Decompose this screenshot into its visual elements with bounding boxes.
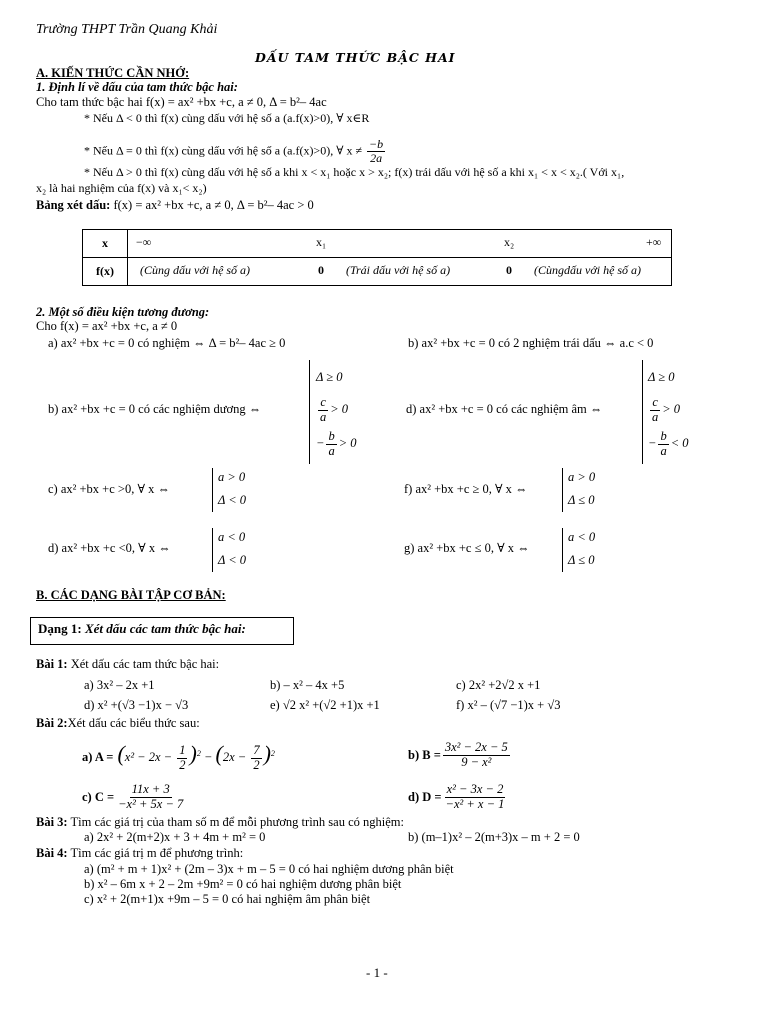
bai-1-item-a: a) 3x² – 2x +1 [84, 678, 155, 692]
bai-1-item-c: c) 2x² +2√2 x +1 [456, 678, 541, 692]
bai-3-item-b: b) (m–1)x² – 2(m+3)x – m + 2 = 0 [408, 830, 580, 844]
bai-2-b-label: b) B = [408, 747, 441, 762]
section-a-heading: A. KIẾN THỨC CẦN NHỚ: [36, 66, 190, 80]
case-2-fraction: $\frac{-b}{2a}$ [369, 137, 384, 166]
cond-f-line-2: Δ ≤ 0 [568, 493, 595, 507]
condition-d-brace [642, 360, 643, 464]
pos-infinity: +∞ [646, 235, 662, 249]
bai-3 [36, 815, 404, 829]
cond-b-line-3: − $\frac{b}{a}$ > 0 [316, 429, 357, 458]
bai-2-text: Xét dấu các biểu thức sau: [67, 716, 200, 730]
bai-2-d-label: d) D = [408, 789, 442, 804]
condition-b-right: b) ax² +bx +c = 0 có 2 nghiệm trái dấu ⇔ a.c < 0 [408, 336, 654, 350]
cond-d-left-line-1: a < 0 [218, 530, 246, 544]
subsection-2-intro: Cho f(x) = ax² +bx +c, a ≠ 0 [36, 319, 178, 333]
subsection-1-heading: 1. Định lí về dấu của tam thức bậc hai: [36, 80, 238, 94]
bai-2-b-fraction: $\frac{\text{3x² − 2x − 5}}{\text{9 − x²}}$ [444, 739, 508, 769]
table-label: Bảng xét dấu: [36, 198, 111, 212]
bai-4-item-a: a) (m² + m + 1)x² + (2m – 3)x + m – 5 = 0 có hai nghiệm dương phân biệt [84, 862, 454, 876]
bai-2-item-c [82, 780, 187, 814]
x-values [128, 230, 672, 258]
segment-3-sign: (Cùngdấu với hệ số a) [534, 263, 642, 277]
neg-infinity: −∞ [136, 235, 152, 249]
bai-4 [36, 846, 243, 860]
bai-4-label: Bài 4: [36, 846, 68, 860]
bai-1 [36, 657, 219, 671]
cond-b-line-1: Δ ≥ 0 [316, 370, 343, 384]
bai-1-text: Xét dấu các tam thức bậc hai: [70, 657, 220, 671]
bai-2-item-a [82, 740, 275, 774]
cond-f-line-1: a > 0 [568, 470, 596, 484]
page-number: - 1 - [366, 965, 388, 980]
bai-1-item-e: e) √2 x² +(√2 +1)x +1 [270, 698, 380, 712]
bai-2-c-fraction: $\frac{11x + 3}{\text{−x² + 5x − 7}}$ [118, 781, 184, 811]
bai-2 [36, 716, 200, 730]
segment-2-sign: (Trái dấu với hệ số a) [346, 263, 451, 277]
root-x2: x₂ [504, 235, 515, 249]
condition-g: g) ax² +bx +c ≤ 0, ∀ x ⇔ [404, 541, 530, 555]
condition-f-brace [562, 468, 563, 512]
bai-3-label: Bài 3: [36, 815, 68, 829]
bai-2-d-fraction: $\frac{\text{x² − 3x − 2}}{\text{−x² + x − 1}}$ [445, 781, 505, 811]
dang-1-label: Dạng 1: [38, 621, 82, 636]
bai-1-item-b: b) – x² – 4x +5 [270, 678, 345, 692]
bai-4-item-c: c) x² + 2(m+1)x +9m – 5 = 0 có hai nghiệm âm phân biệt [84, 892, 371, 906]
condition-g-brace [562, 528, 563, 572]
bai-1-item-f: f) x² – (√7 −1)x + √3 [456, 698, 561, 712]
zero-2: 0 [506, 263, 512, 277]
school-name: Trường THPT Trần Quang Khải [36, 22, 218, 37]
fx-label: f(x) [83, 258, 128, 286]
cond-d-line-3: − $\frac{b}{a}$ < 0 [648, 429, 689, 458]
bai-2-label: Bài 2: [36, 716, 68, 730]
fx-values [128, 258, 672, 286]
table-intro [36, 198, 314, 212]
bai-1-item-d: d) x² +(√3 −1)x − √3 [84, 698, 189, 712]
bai-2-a-label: a) A = [82, 749, 114, 764]
sign-table-row-fx [83, 258, 672, 286]
cond-c-line-2: Δ < 0 [218, 493, 247, 507]
segment-1-sign: (Cùng dấu với hệ số a) [140, 263, 251, 277]
bai-1-label: Bài 1: [36, 657, 68, 671]
case-2-text: * Nếu Δ = 0 thì f(x) cùng dấu với hệ số a (a.f(x)>0), ∀ x ≠ [84, 143, 363, 158]
condition-f: f) ax² +bx +c ≥ 0, ∀ x ⇔ [404, 482, 528, 496]
bai-2-c-label: c) C = [82, 789, 115, 804]
bai-3-text: Tìm các giá trị của tham số m để mỗi phương trình sau có nghiệm: [70, 815, 404, 829]
bai-4-text: Tìm các giá trị m để phương trình: [70, 846, 244, 860]
cond-g-line-2: Δ ≤ 0 [568, 553, 595, 567]
sign-table [82, 229, 672, 286]
condition-d: d) ax² +bx +c <0, ∀ x ⇔ [48, 541, 171, 555]
condition-c-brace [212, 468, 213, 512]
cond-b-line-2: $\frac{c}{a}$ > 0 [320, 395, 349, 424]
section-b-heading: B. CÁC DẠNG BÀI TẬP CƠ BẢN: [36, 588, 226, 602]
bai-2-item-b [408, 738, 512, 772]
condition-d-right: d) ax² +bx +c = 0 có các nghiệm âm ⇔ [406, 402, 603, 416]
bai-3-item-a: a) 2x² + 2(m+2)x + 3 + 4m + m² = 0 [84, 830, 266, 844]
page-title: DẤU TAM THỨC BẬC HAI [255, 50, 456, 65]
cond-g-line-1: a < 0 [568, 530, 596, 544]
condition-b-brace [309, 360, 310, 464]
case-1: * Nếu Δ < 0 thì f(x) cùng dấu với hệ số a (a.f(x)>0), ∀ x∈R [84, 111, 370, 125]
cond-d-line-1: Δ ≥ 0 [648, 370, 675, 384]
cond-d-line-2: $\frac{c}{a}$ > 0 [652, 395, 681, 424]
sign-table-row-x [83, 230, 672, 258]
dang-1-text: Xét dấu các tam thức bậc hai: [84, 621, 246, 636]
condition-b: b) ax² +bx +c = 0 có các nghiệm dương ⇔ [48, 402, 262, 416]
table-intro-text: f(x) = ax² +bx +c, a ≠ 0, Δ = b²– 4ac > 0 [113, 198, 314, 212]
bai-2-item-d [408, 780, 508, 814]
case-3-line-1: * Nếu Δ > 0 thì f(x) cùng dấu với hệ số a khi x < x₁ hoặc x > x₂; f(x) trái dấu với hệ số a khi x₁ < x < x₂.( Với x₁, [84, 165, 625, 179]
x-label: x [83, 230, 128, 258]
cond-c-line-1: a > 0 [218, 470, 246, 484]
dang-1-title [38, 622, 246, 637]
intro-line: Cho tam thức bậc hai f(x) = ax² +bx +c, a ≠ 0, Δ = b²– 4ac [36, 95, 327, 109]
cond-d-left-line-2: Δ < 0 [218, 553, 247, 567]
case-2 [84, 138, 387, 165]
condition-a: a) ax² +bx +c = 0 có nghiệm ⇔ Δ = b²– 4ac ≥ 0 [48, 336, 286, 350]
root-x1: x₁ [316, 235, 327, 249]
condition-c: c) ax² +bx +c >0, ∀ x ⇔ [48, 482, 170, 496]
condition-d-left-brace [212, 528, 213, 572]
case-3-line-2: x₂ là hai nghiệm của f(x) và x₁< x₂) [36, 181, 207, 195]
subsection-2-heading: 2. Một số điều kiện tương đương: [36, 305, 210, 319]
bai-4-item-b: b) x² – 6m x + 2 – 2m +9m² = 0 có hai nghiệm dương phân biệt [84, 877, 402, 891]
zero-1: 0 [318, 263, 324, 277]
bai-2-a-expression: (x² − 2x − $\frac{1}{2}$ )$^2$ − (2x − $\frac{7}{2}$ )$^2$ [117, 741, 275, 772]
